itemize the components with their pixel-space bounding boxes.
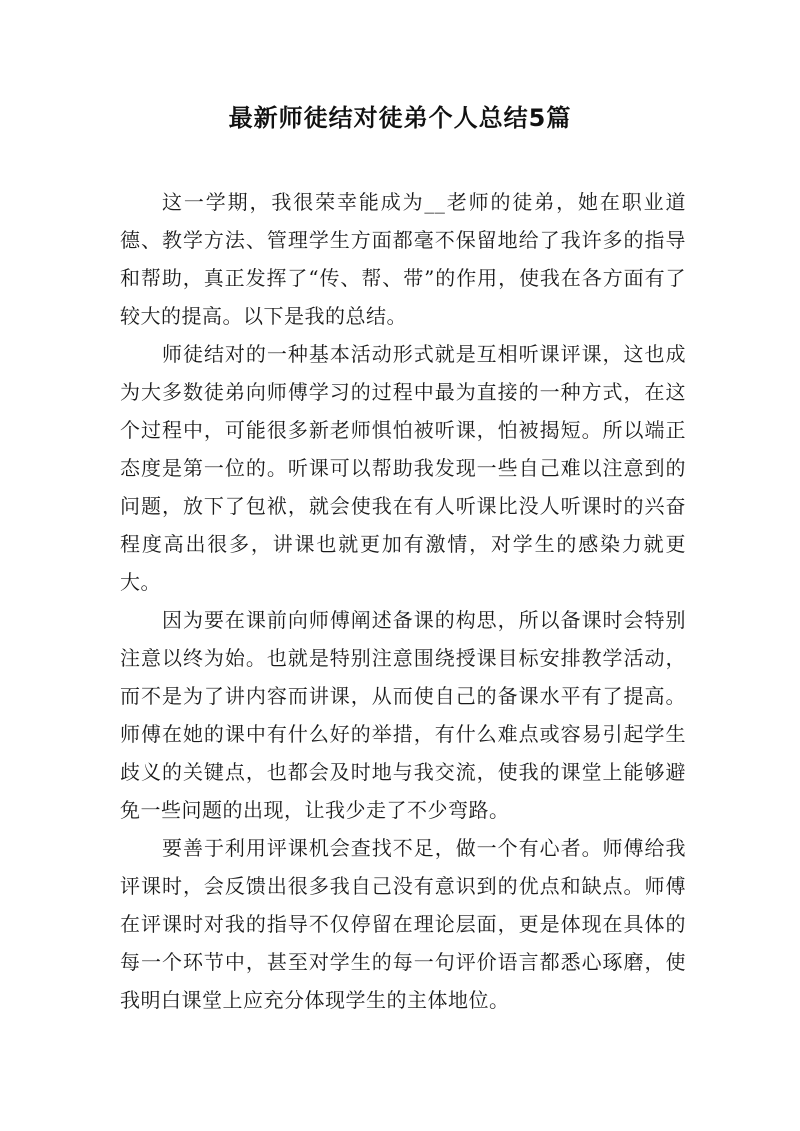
document-body — [120, 183, 686, 1019]
document-title: 最新师徒结对徒弟个人总结5篇 — [228, 104, 572, 132]
paragraph-3: 因为要在课前向师傅阐述备课的构思，所以备课时会特别注意以终为始。也就是特别注意围绕授课目标安排教学活动，而不是为了讲内容而讲课，从而使自己的备课水平有了提高。师傅在她的课中有什么好的举措，有什么难点或容易引起学生歧义的关键点，也都会及时地与我交流，使我的课堂上能够避免一些问题的出现，让我少走了不少弯路。 — [120, 608, 686, 822]
paragraph-2: 师徒结对的一种基本活动形式就是互相听课评课，这也成为大多数徒弟向师傅学习的过程中最为直接的一种方式，在这个过程中，可能很多新老师惧怕被听课，怕被揭短。所以端正态度是第一位的。听课可以帮助我发现一些自己难以注意到的问题，放下了包袱，就会使我在有人听课比没人听课时的兴奋程度高出很多，讲课也就更加有激情，对学生的感染力就更大。 — [120, 342, 686, 594]
paragraph-4: 要善于利用评课机会查找不足，做一个有心者。师傅给我评课时，会反馈出很多我自己没有意识到的优点和缺点。师傅在评课时对我的指导不仅停留在理论层面，更是体现在具体的每一个环节中，甚至对学生的每一句评价语言都悉心琢磨，使我明白课堂上应充分体现学生的主体地位。 — [120, 836, 686, 1012]
paragraph-1: 这一学期，我很荣幸能成为__老师的徒弟，她在职业道德、教学方法、管理学生方面都毫不保留地给了我许多的指导和帮助，真正发挥了“传、帮、带”的作用，使我在各方面有了较大的提高。以下是我的总结。 — [120, 190, 686, 328]
